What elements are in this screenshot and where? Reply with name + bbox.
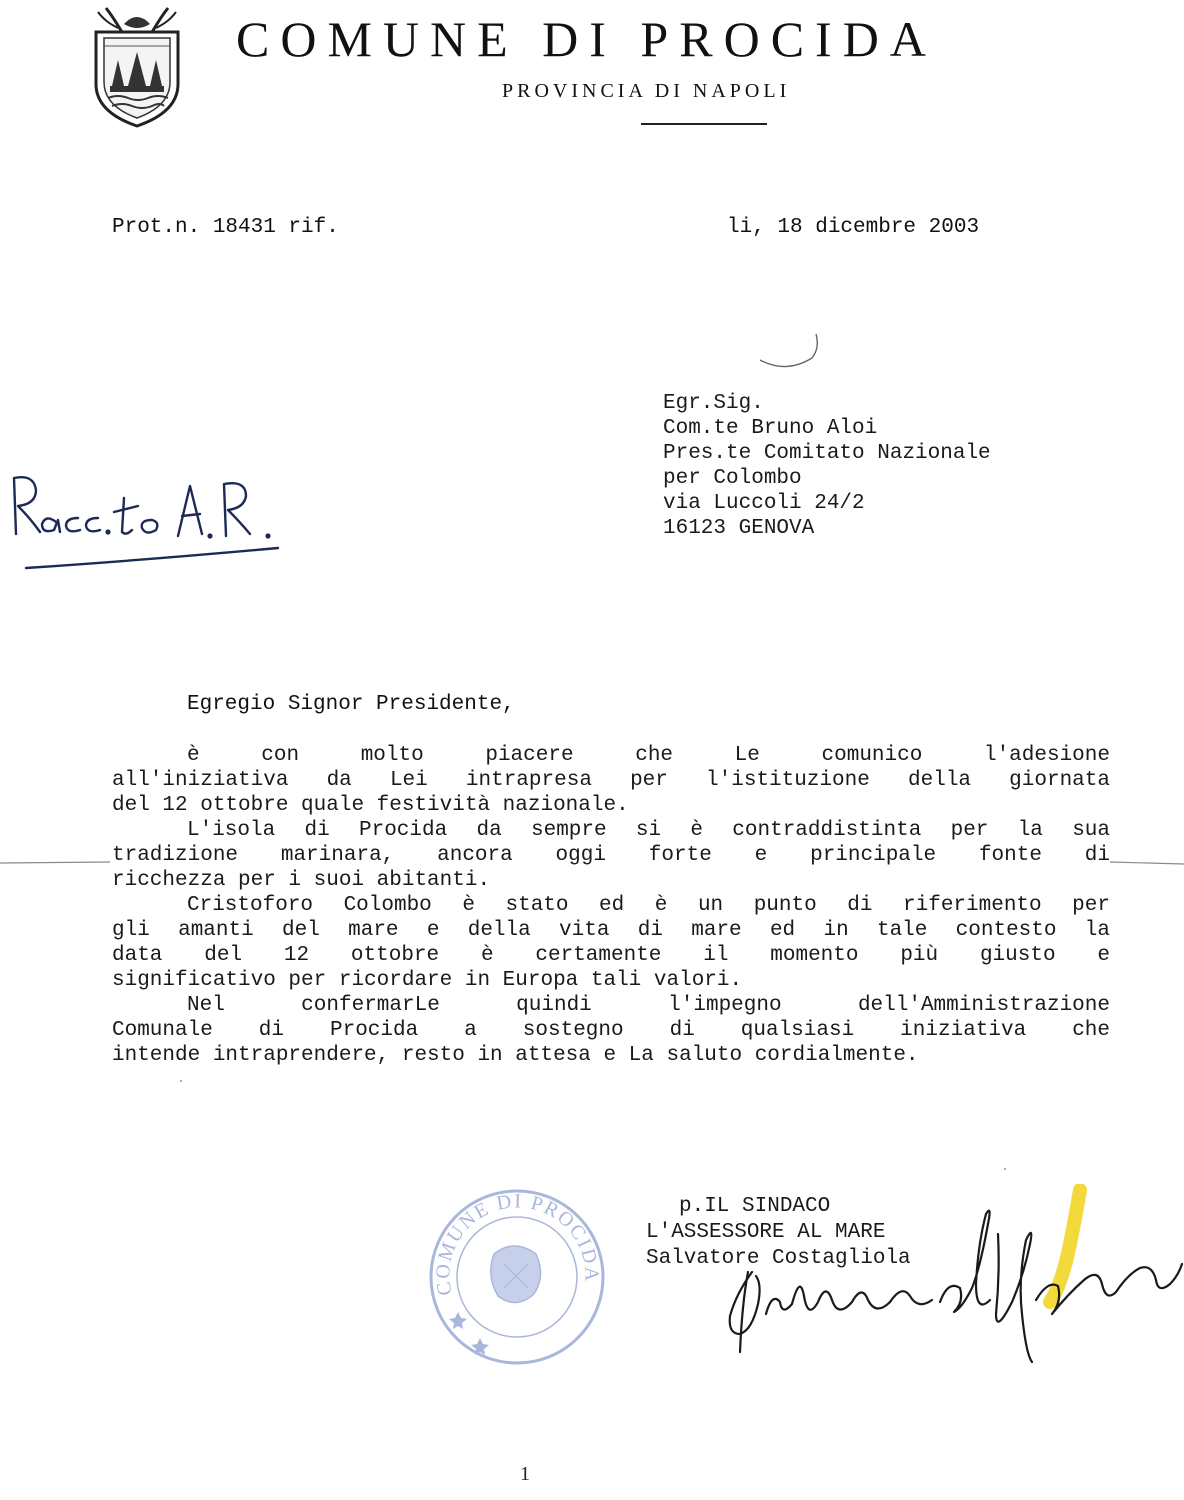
- svg-text:COMUNE DI PROCIDA: COMUNE DI PROCIDA: [432, 1190, 603, 1298]
- salutation: Egregio Signor Presidente,: [187, 693, 515, 716]
- letter-body: [112, 743, 1110, 1068]
- paper-fold-mark: [756, 330, 822, 374]
- body-line: Cristoforo Colombo è stato ed è un punto di riferimento per: [187, 894, 1110, 917]
- body-line: intende intraprendere, resto in attesa e La saluto cordialmente.: [112, 1044, 919, 1067]
- body-line: all'iniziativa da Lei intrapresa per l'istituzione della giornata: [112, 769, 1110, 792]
- province-subtitle: PROVINCIA DI NAPOLI: [502, 80, 791, 102]
- body-line: Comunale di Procida a sostegno di qualsiasi iniziativa che: [112, 1019, 1110, 1042]
- scan-speck: [1004, 1168, 1006, 1170]
- signature-role: L'ASSESSORE AL MARE: [646, 1221, 886, 1244]
- recipient-line: 16123 GENOVA: [663, 517, 815, 540]
- letter-date: li, 18 dicembre 2003: [727, 216, 980, 239]
- coat-of-arms-icon: [84, 2, 190, 128]
- official-stamp-seal: [424, 1184, 610, 1370]
- body-line: tradizione marinara, ancora oggi forte e principale fonte di: [112, 844, 1110, 867]
- recipient-line: Pres.te Comitato Nazionale: [663, 442, 991, 465]
- recipient-line: Com.te Bruno Aloi: [663, 417, 878, 440]
- recipient-line: via Luccoli 24/2: [663, 492, 865, 515]
- body-line: è con molto piacere che Le comunico l'adesione: [187, 744, 1110, 767]
- signature-title: p.IL SINDACO: [679, 1195, 831, 1218]
- page-number: 1: [520, 1463, 530, 1485]
- body-line: ricchezza per i suoi abitanti.: [112, 869, 491, 892]
- scan-speck: [180, 1080, 182, 1082]
- header-rule: [641, 123, 767, 125]
- body-line: data del 12 ottobre è certamente il momento più giusto e: [112, 944, 1110, 967]
- recipient-address: [663, 392, 991, 542]
- recipient-line: per Colombo: [663, 467, 802, 490]
- body-line: significativo per ricordare in Europa tali valori.: [112, 969, 743, 992]
- signatory-name: Salvatore Costagliola: [646, 1247, 911, 1270]
- protocol-number: Prot.n. 18431 rif.: [112, 216, 339, 239]
- handwritten-note: [6, 468, 286, 578]
- body-line: del 12 ottobre quale festività nazionale.: [112, 794, 629, 817]
- municipality-title: COMUNE DI PROCIDA: [236, 11, 937, 67]
- recipient-line: Egr.Sig.: [663, 392, 764, 415]
- paper-crease-line: [0, 858, 1184, 868]
- body-line: L'isola di Procida da sempre si è contraddistinta per la sua: [187, 819, 1110, 842]
- body-line: Nel confermarLe quindi l'impegno dell'Amministrazione: [187, 994, 1110, 1017]
- body-line: gli amanti del mare e della vita di mare ed in tale contesto la: [112, 919, 1110, 942]
- handwritten-signature: [700, 1184, 1184, 1364]
